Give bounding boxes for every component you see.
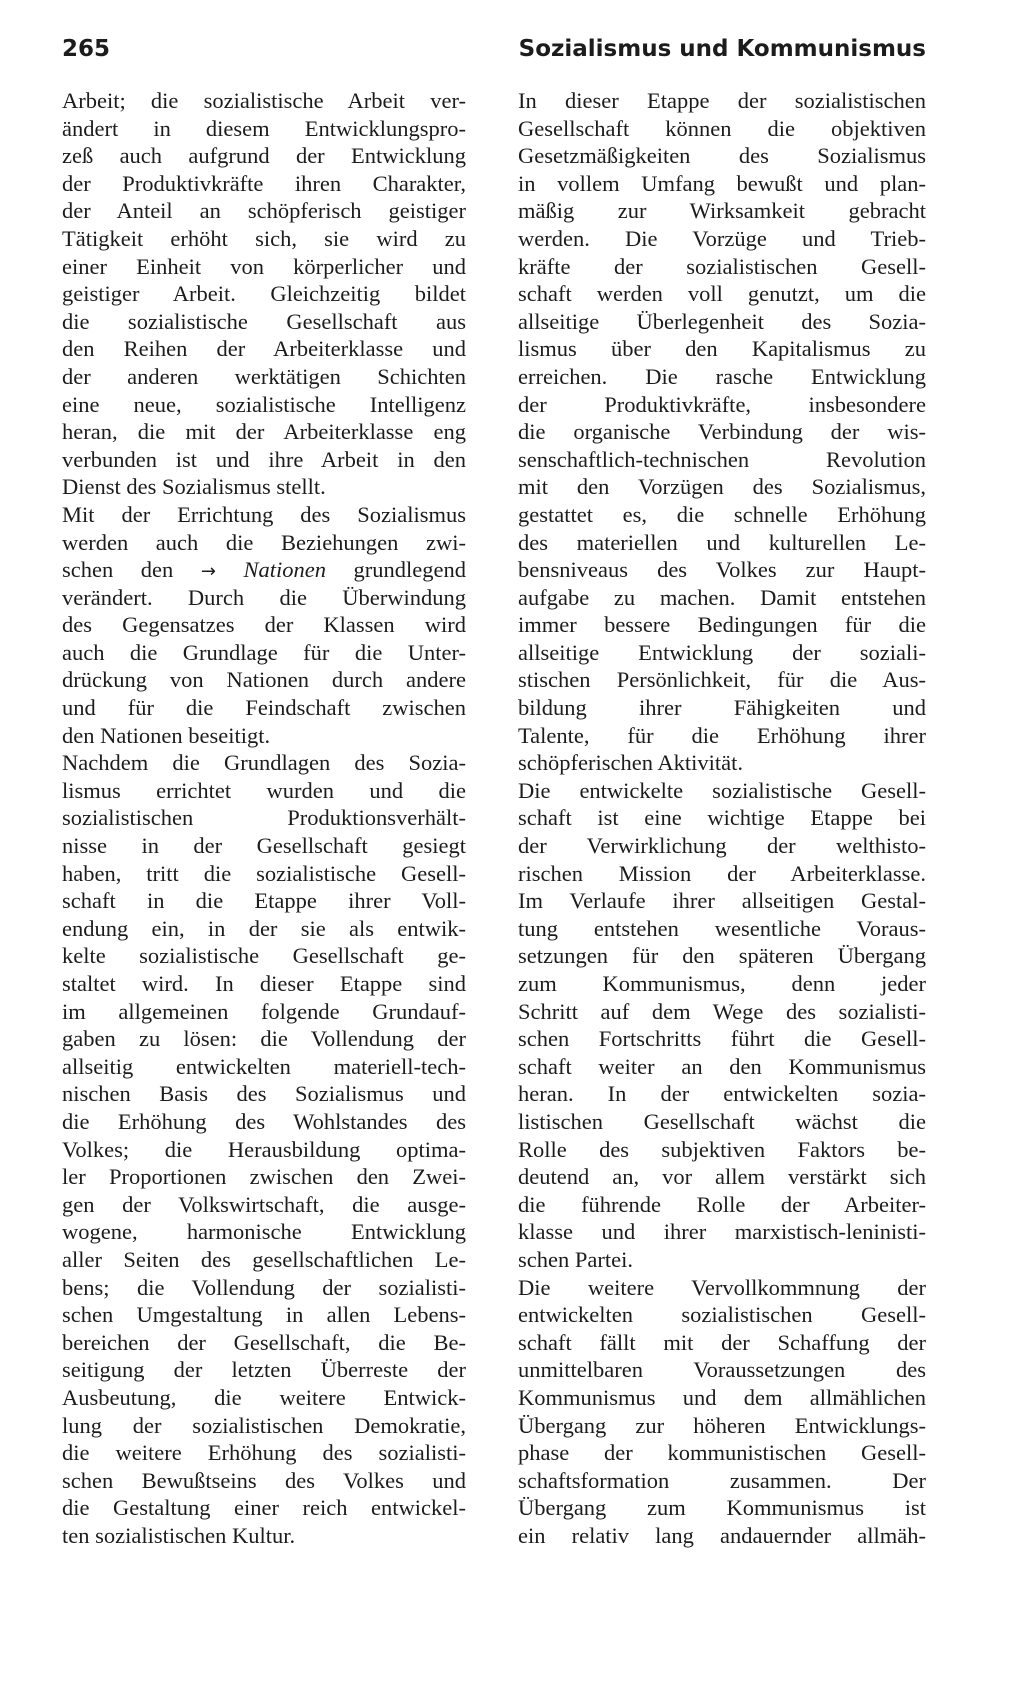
text-line: schaftsformation zusammen. Der <box>518 1467 926 1493</box>
text-line: lung der sozialistischen Demokratie, <box>62 1412 466 1438</box>
text-line: ler Proportionen zwischen den Zwei- <box>62 1164 466 1190</box>
text-line: die Gestaltung einer reich entwickel- <box>62 1495 466 1521</box>
text-line: staltet wird. In dieser Etappe sind <box>62 971 466 996</box>
text-line: den Nationen beseitigt. <box>62 722 271 748</box>
text-line: schen Umgestaltung in allen Lebens- <box>62 1302 466 1328</box>
text-line: die Erhöhung des Wohlstandes des <box>62 1108 466 1134</box>
text-line: schen Bewußtseins des Volkes und <box>62 1467 466 1493</box>
text-line: wogene, harmonische Entwicklung <box>62 1219 466 1245</box>
text-line: gen der Volkswirtschaft, die ausge- <box>62 1191 466 1217</box>
text-line: ändert in diesem Entwicklungspro- <box>62 115 466 141</box>
text-line: haben, tritt die sozialistische Gesell- <box>62 860 466 886</box>
text-line: auch die Grundlage für die Unter- <box>62 639 466 665</box>
text-line: Kommunismus und dem allmählichen <box>518 1384 926 1410</box>
text-line: eine neue, sozialistische Intelligenz <box>62 391 466 417</box>
text-line: sozialistischen Produktionsverhält- <box>62 805 466 831</box>
text-line: aller Seiten des gesellschaftlichen Le- <box>62 1246 466 1272</box>
right-text-column <box>518 87 926 1549</box>
text-line: schaft fällt mit der Schaffung der <box>518 1329 926 1355</box>
cross-reference-link[interactable]: Nationen <box>243 557 326 583</box>
text-line: schöpferischen Aktivität. <box>518 750 743 776</box>
text-line: Ausbeutung, die weitere Entwick- <box>62 1384 466 1410</box>
text-line: allseitige Überlegenheit des Sozia- <box>518 308 926 334</box>
text-line: nisse in der Gesellschaft gesiegt <box>62 833 466 859</box>
text-line: Mit der Errichtung des Sozialismus <box>62 501 466 527</box>
text-line: der Produktivkräfte, insbesondere <box>518 391 926 417</box>
text-line: stischen Persönlichkeit, für die Aus- <box>518 667 926 693</box>
text-line: senschaftlich-technischen Revolution <box>518 446 926 472</box>
text-line: heran. In der entwickelten sozia- <box>518 1081 926 1107</box>
text-line: schaft weiter an den Kommunismus <box>518 1053 926 1079</box>
text-line: lismus über den Kapitalismus zu <box>518 336 926 362</box>
text-line: mit den Vorzügen des Sozialismus, <box>518 474 926 500</box>
text-line: lismus errichtet wurden und die <box>62 777 466 803</box>
text-line: gaben zu lösen: die Vollendung der <box>62 1026 466 1052</box>
text-line: In dieser Etappe der sozialistischen <box>518 88 926 113</box>
text-line: entwickelten sozialistischen Gesell- <box>518 1302 926 1328</box>
text-line: nischen Basis des Sozialismus und <box>62 1081 466 1107</box>
text-line: verbunden ist und ihre Arbeit in den <box>62 446 466 472</box>
text-line: drückung von Nationen durch andere <box>62 667 466 693</box>
text-line: schaft ist eine wichtige Etappe bei <box>518 805 926 831</box>
text-line: Arbeit; die sozialistische Arbeit ver- <box>62 88 466 113</box>
text-line: bereichen der Gesellschaft, die Be- <box>62 1329 466 1355</box>
text-line: allseitig entwickelten materiell-tech- <box>62 1053 466 1079</box>
text-line: Übergang zur höheren Entwicklungs- <box>518 1412 926 1438</box>
text-line: Die entwickelte sozialistische Gesell- <box>518 777 926 803</box>
text-line: die organische Verbindung der wis- <box>518 419 926 445</box>
text-line: Gesellschaft können die objektiven <box>518 115 926 141</box>
text-line: Gesetzmäßigkeiten des Sozialismus <box>518 143 926 169</box>
page-number: 265 <box>62 36 111 62</box>
text-line: phase der kommunistischen Gesell- <box>518 1440 926 1466</box>
text-line: im allgemeinen folgende Grundauf- <box>62 998 466 1024</box>
text-line: unmittelbaren Voraussetzungen des <box>518 1357 926 1383</box>
text-line: kräfte der sozialistischen Gesell- <box>518 253 926 279</box>
text-line: Übergang zum Kommunismus ist <box>518 1495 926 1521</box>
text-line: geistiger Arbeit. Gleichzeitig bildet <box>62 281 466 307</box>
text-line: Nachdem die Grundlagen des Sozia- <box>62 750 466 776</box>
text-line: Die weitere Vervollkommnung der <box>518 1274 926 1300</box>
text-line: die weitere Erhöhung des sozialisti- <box>62 1440 466 1466</box>
text-line: werden auch die Beziehungen zwi- <box>62 529 466 555</box>
text-line: kelte sozialistische Gesellschaft ge- <box>62 943 466 969</box>
text-line: Schritt auf dem Wege des sozialisti- <box>518 998 926 1024</box>
text-line: seitigung der letzten Überreste der <box>62 1357 466 1383</box>
left-text-column <box>62 87 466 1549</box>
text-line: die sozialistische Gesellschaft aus <box>62 308 466 334</box>
text-line: zeß auch aufgrund der Entwicklung <box>62 143 466 169</box>
text-line: setzungen für den späteren Übergang <box>518 943 926 969</box>
text-line: der Produktivkräfte ihren Charakter, <box>62 170 466 196</box>
text-line: ten sozialistischen Kultur. <box>62 1522 296 1548</box>
text-line: endung ein, in der sie als entwik- <box>62 915 466 941</box>
text-line: schen Fortschritts führt die Gesell- <box>518 1026 926 1052</box>
text-line: schen Partei. <box>518 1246 633 1272</box>
text-line: schaft werden voll genutzt, um die <box>518 281 926 307</box>
text-line: allseitige Entwicklung der soziali- <box>518 639 926 665</box>
text-line: schaft in die Etappe ihrer Voll- <box>62 888 466 914</box>
text-line: listischen Gesellschaft wächst die <box>518 1108 926 1134</box>
text-line: Dienst des Sozialismus stellt. <box>62 474 326 500</box>
text-line: zum Kommunismus, denn jeder <box>518 971 926 996</box>
text-line: bens; die Vollendung der sozialisti- <box>62 1274 466 1300</box>
text-line: der Anteil an schöpferisch geistiger <box>62 198 466 224</box>
text-line: und für die Feindschaft zwischen <box>62 695 466 721</box>
text-line: Rolle des subjektiven Faktors be- <box>518 1136 926 1162</box>
text-line: die führende Rolle der Arbeiter- <box>518 1191 926 1217</box>
text-line: der Verwirklichung der welthisto- <box>518 833 926 859</box>
text-line: deutend an, vor allem verstärkt sich <box>518 1164 926 1190</box>
text-line: bildung ihrer Fähigkeiten und <box>518 695 926 721</box>
text-line: einer Einheit von körperlicher und <box>62 253 466 279</box>
text-line: Tätigkeit erhöht sich, sie wird zu <box>62 225 466 251</box>
text-line: in vollem Umfang bewußt und plan- <box>518 170 926 196</box>
text-line: Volkes; die Herausbildung optima- <box>62 1136 466 1162</box>
text-line: mäßig zur Wirksamkeit gebracht <box>518 198 926 224</box>
text-line: des materiellen und kulturellen Le- <box>518 529 926 555</box>
text-line: klasse und ihrer marxistisch-leninisti- <box>518 1219 926 1245</box>
text-line: heran, die mit der Arbeiterklasse eng <box>62 419 466 445</box>
text-line: rischen Mission der Arbeiterklasse. <box>518 860 926 886</box>
text-line: werden. Die Vorzüge und Trieb- <box>518 225 926 251</box>
cross-reference-arrow-icon: → <box>200 561 216 583</box>
text-line: des Gegensatzes der Klassen wird <box>62 612 466 638</box>
text-line: aufgabe zu machen. Damit entstehen <box>518 584 926 610</box>
running-head: Sozialismus und Kommunismus <box>518 36 926 62</box>
text-line: Im Verlaufe ihrer allseitigen Gestal- <box>518 888 926 914</box>
text-line: verändert. Durch die Überwindung <box>62 584 466 610</box>
text-line: bensniveaus des Volkes zur Haupt- <box>518 557 926 583</box>
text-line: immer bessere Bedingungen für die <box>518 612 926 638</box>
text-line: ein relativ lang andauernder allmäh- <box>518 1522 926 1548</box>
text-line: tung entstehen wesentliche Voraus- <box>518 915 926 941</box>
text-line: der anderen werktätigen Schichten <box>62 363 466 389</box>
text-line: den Reihen der Arbeiterklasse und <box>62 336 466 362</box>
text-line: gestattet es, die schnelle Erhöhung <box>518 501 926 527</box>
text-line: erreichen. Die rasche Entwicklung <box>518 363 926 389</box>
page-header <box>62 34 926 68</box>
text-line: Talente, für die Erhöhung ihrer <box>518 722 926 748</box>
text-line: schen den → Nationen grundlegend <box>62 557 467 583</box>
